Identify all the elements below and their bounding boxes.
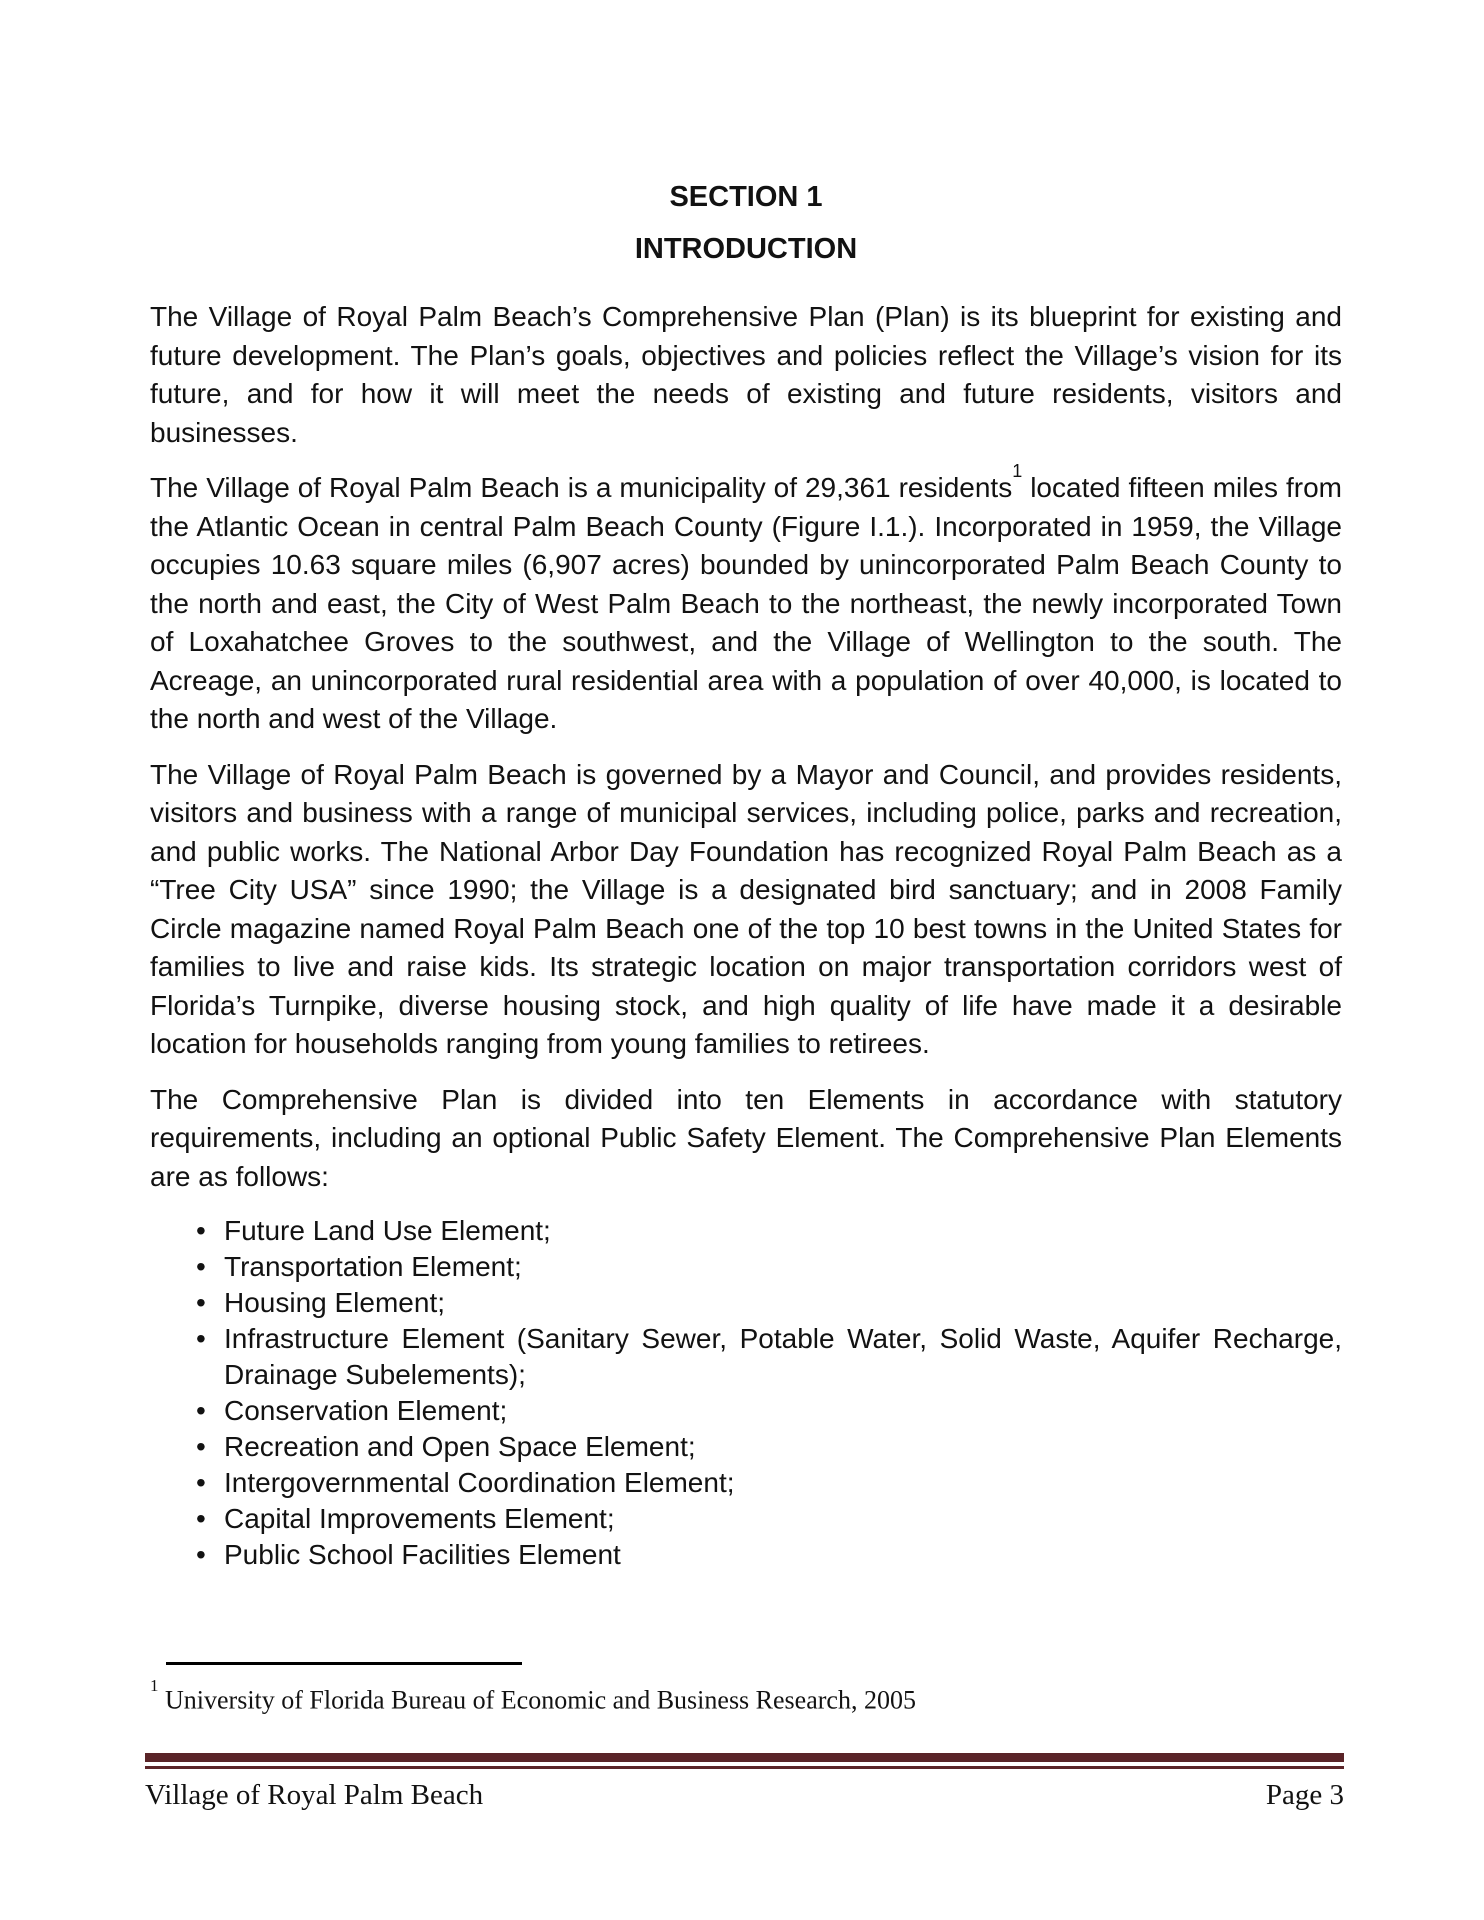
footnote-marker: 1: [150, 1676, 159, 1695]
paragraph-elements-intro: The Comprehensive Plan is divided into ten Elements in accordance with statutory requirements, including an optional Public Safety Element. The Comprehensive Plan Elements are as follows:: [150, 1083, 1342, 1192]
section-title: SECTION 1: [669, 181, 823, 213]
list-item: • Recreation and Open Space Element;: [224, 1429, 1342, 1465]
footer-rule-thick: [145, 1753, 1344, 1762]
footer-rule-thin: [145, 1766, 1344, 1769]
footnote-reference-1: 1: [1012, 460, 1023, 481]
footnote: [150, 1676, 1342, 1716]
paragraph-governance: The Village of Royal Palm Beach is governed by a Mayor and Council, and provides residents, visitors and business with a range of municipal services, including police, parks and recreation, and public works. The National Arbor Day Foundation has recognized Royal Palm Beach as a “Tree City USA” since 1990; the Village is a designated bird sanctuary; and in 2008 Family Circle magazine named Royal Palm Beach one of the top 10 best towns in the United States for families to live and raise kids. Its strategic location on major transportation corridors west of Florida’s Turnpike, diverse housing stock, and high quality of life have made it a desirable location for households ranging from young families to retirees.: [150, 758, 1342, 1059]
paragraph-intro: The Village of Royal Palm Beach’s Comprehensive Plan (Plan) is its blueprint for existing and future development. The Plan’s goals, objectives and policies reflect the Village’s vision for its future, and for how it will meet the needs of existing and future residents, visitors and businesses.: [150, 301, 1342, 448]
footnote-text: University of Florida Bureau of Economic and Business Research, 2005: [158, 1685, 916, 1715]
list-item: • Transportation Element;: [224, 1249, 1342, 1285]
footer-document-title: Village of Royal Palm Beach: [145, 1779, 484, 1811]
list-item: • Infrastructure Element (Sanitary Sewer, Potable Water, Solid Waste, Aquifer Recharge, Drainage Subelements);: [224, 1321, 1342, 1393]
list-item: • Capital Improvements Element;: [224, 1501, 1342, 1537]
paragraph-municipality: [150, 460, 1342, 739]
footer-page-number: Page 3: [1265, 1779, 1344, 1811]
footnote-area: [150, 1662, 1342, 1716]
page-footer: [145, 1753, 1344, 1812]
elements-list: [150, 1213, 1342, 1573]
paragraph-municipality-text-before: The Village of Royal Palm Beach is a municipality of 29,361 residents: [150, 472, 1013, 503]
list-item: • Housing Element;: [224, 1285, 1342, 1321]
list-item: • Future Land Use Element;: [224, 1213, 1342, 1249]
paragraph-municipality-text-after: located fifteen miles from the Atlantic Ocean in central Palm Beach County (Figure I.1.). Incorporated in 1959, the Village occupies 10.63 square miles (6,907 acres) bounded by unincorporated Palm Beach County to the north and east, the City of West Palm Beach to the northeast, the newly incorporated Town of Loxahatchee Groves to the southwest, and the Village of Wellington to the south. The Acreage, an unincorporated rural residential area with a population of over 40,000, is located to the north and west of the Village.: [150, 472, 1342, 734]
list-item: • Conservation Element;: [224, 1393, 1342, 1429]
page-subtitle: INTRODUCTION: [634, 233, 858, 265]
footnote-separator-rule: [166, 1662, 522, 1665]
list-item: • Public School Facilities Element: [224, 1537, 1342, 1573]
list-item: • Intergovernmental Coordination Element;: [224, 1465, 1342, 1501]
